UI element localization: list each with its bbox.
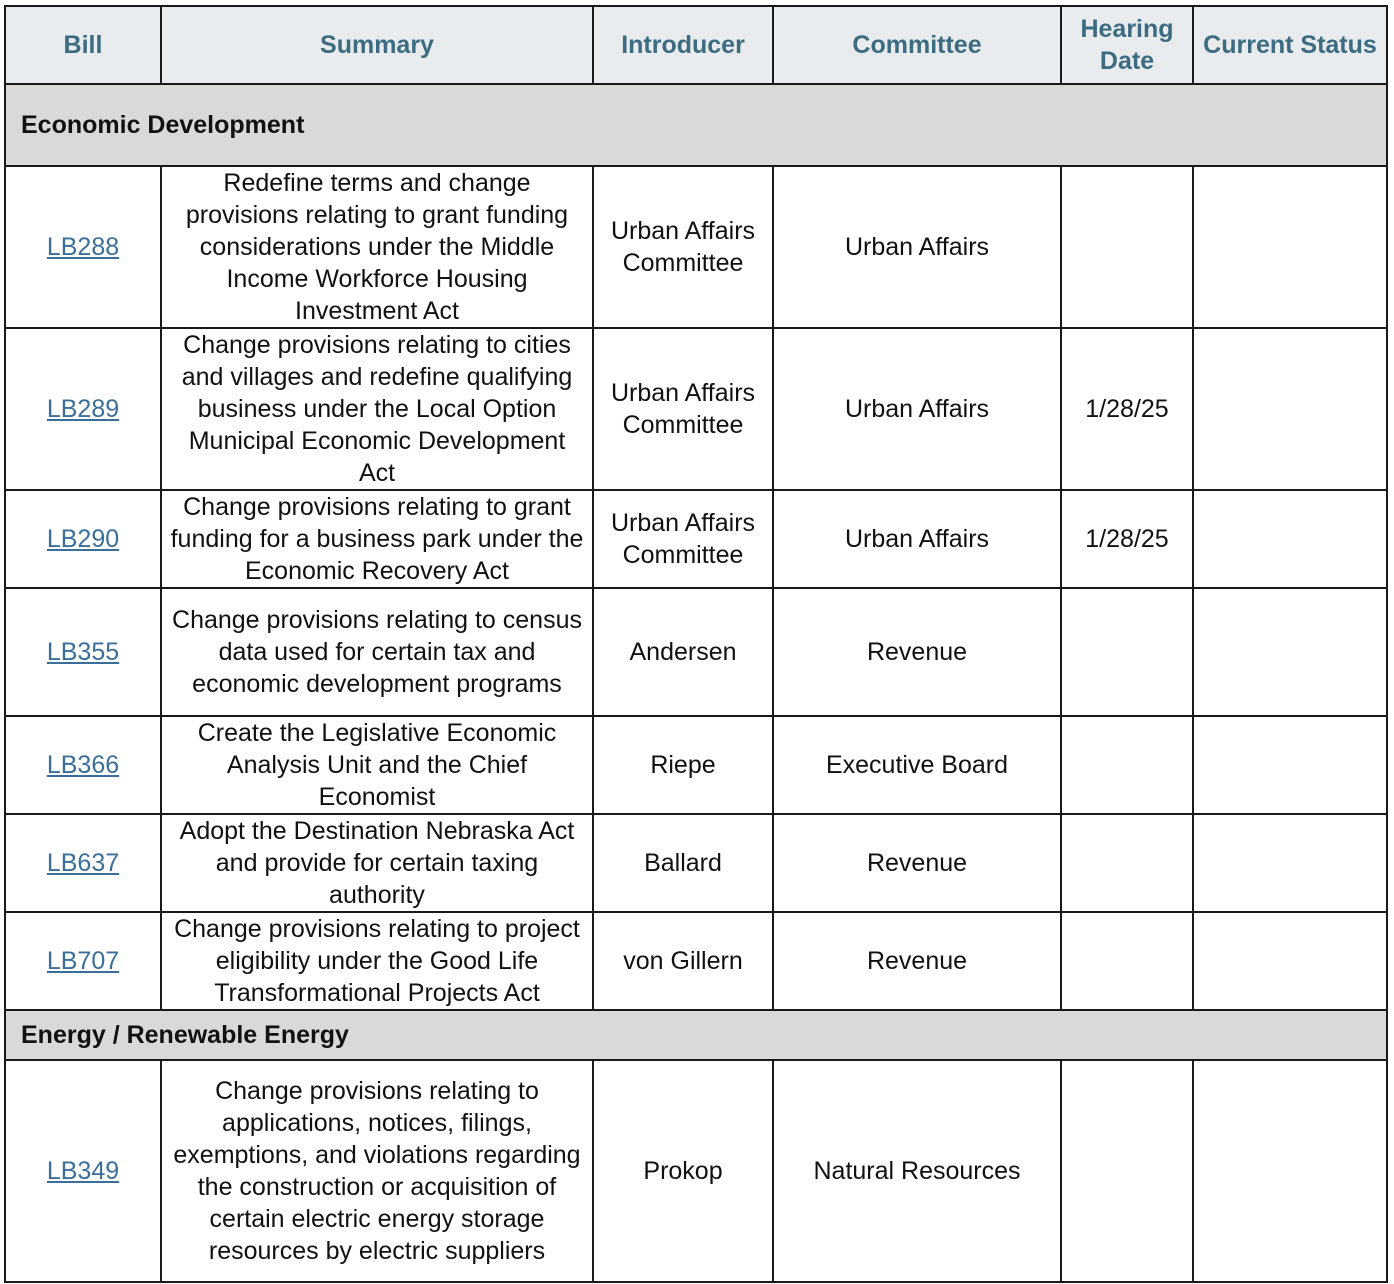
bill-cell <box>5 490 161 588</box>
section-title: Energy / Renewable Energy <box>5 1010 1387 1060</box>
current-status-cell <box>1193 814 1387 912</box>
table-row <box>5 328 1387 490</box>
section-title: Economic Development <box>5 84 1387 166</box>
header-committee: Committee <box>773 6 1061 84</box>
bill-link[interactable]: LB290 <box>46 525 120 553</box>
hearing-date-cell <box>1061 716 1193 814</box>
section-row <box>5 84 1387 166</box>
bill-link[interactable]: LB289 <box>46 395 120 423</box>
current-status-cell <box>1193 588 1387 716</box>
current-status-cell <box>1193 1060 1387 1282</box>
section-row <box>5 1010 1387 1060</box>
summary-cell: Adopt the Destination Nebraska Act and provide for certain taxing authority <box>161 814 593 912</box>
bill-cell <box>5 1060 161 1282</box>
introducer-cell: Prokop <box>593 1060 773 1282</box>
bill-cell <box>5 166 161 328</box>
current-status-cell <box>1193 328 1387 490</box>
current-status-cell <box>1193 166 1387 328</box>
hearing-date-cell <box>1061 912 1193 1010</box>
committee-cell: Urban Affairs <box>773 328 1061 490</box>
summary-cell: Create the Legislative Economic Analysis Unit and the Chief Economist <box>161 716 593 814</box>
committee-cell: Revenue <box>773 912 1061 1010</box>
table-row <box>5 166 1387 328</box>
bill-link[interactable]: LB707 <box>46 947 120 975</box>
summary-cell: Change provisions relating to census data used for certain tax and economic development programs <box>161 588 593 716</box>
summary-cell: Change provisions relating to cities and villages and redefine qualifying business under the Local Option Municipal Economic Development Act <box>161 328 593 490</box>
bill-link[interactable]: LB349 <box>46 1157 120 1185</box>
table-row <box>5 588 1387 716</box>
bill-cell <box>5 716 161 814</box>
current-status-cell <box>1193 716 1387 814</box>
table-row <box>5 490 1387 588</box>
header-current-status: Current Status <box>1193 6 1387 84</box>
hearing-date-cell <box>1061 1060 1193 1282</box>
committee-cell: Revenue <box>773 588 1061 716</box>
header-bill: Bill <box>5 6 161 84</box>
hearing-date-cell <box>1061 166 1193 328</box>
summary-cell: Change provisions relating to project eligibility under the Good Life Transformational Projects Act <box>161 912 593 1010</box>
table-row <box>5 912 1387 1010</box>
committee-cell: Urban Affairs <box>773 166 1061 328</box>
hearing-date-cell: 1/28/25 <box>1061 328 1193 490</box>
introducer-cell: Andersen <box>593 588 773 716</box>
committee-cell: Natural Resources <box>773 1060 1061 1282</box>
summary-cell: Change provisions relating to grant funding for a business park under the Economic Recovery Act <box>161 490 593 588</box>
summary-cell: Change provisions relating to applications, notices, filings, exemptions, and violations regarding the construction or acquisition of certain electric energy storage resources by electric suppliers <box>161 1060 593 1282</box>
introducer-cell: Urban Affairs Committee <box>593 328 773 490</box>
bill-cell <box>5 328 161 490</box>
table-row <box>5 1060 1387 1282</box>
current-status-cell <box>1193 490 1387 588</box>
bills-table <box>4 5 1388 1283</box>
bill-cell <box>5 912 161 1010</box>
bill-cell <box>5 588 161 716</box>
bill-link[interactable]: LB366 <box>46 751 120 779</box>
hearing-date-cell <box>1061 814 1193 912</box>
committee-cell: Revenue <box>773 814 1061 912</box>
committee-cell: Executive Board <box>773 716 1061 814</box>
introducer-cell: Urban Affairs Committee <box>593 166 773 328</box>
introducer-cell: Ballard <box>593 814 773 912</box>
header-summary: Summary <box>161 6 593 84</box>
bill-link[interactable]: LB355 <box>46 638 120 666</box>
hearing-date-cell: 1/28/25 <box>1061 490 1193 588</box>
introducer-cell: Urban Affairs Committee <box>593 490 773 588</box>
header-hearing-date: Hearing Date <box>1061 6 1193 84</box>
summary-cell: Redefine terms and change provisions relating to grant funding considerations under the Middle Income Workforce Housing Investment Act <box>161 166 593 328</box>
current-status-cell <box>1193 912 1387 1010</box>
table-row <box>5 716 1387 814</box>
hearing-date-cell <box>1061 588 1193 716</box>
bill-link[interactable]: LB637 <box>46 849 120 877</box>
header-row <box>5 6 1387 84</box>
introducer-cell: von Gillern <box>593 912 773 1010</box>
bill-cell <box>5 814 161 912</box>
committee-cell: Urban Affairs <box>773 490 1061 588</box>
table-row <box>5 814 1387 912</box>
bill-link[interactable]: LB288 <box>46 233 120 261</box>
header-introducer: Introducer <box>593 6 773 84</box>
introducer-cell: Riepe <box>593 716 773 814</box>
